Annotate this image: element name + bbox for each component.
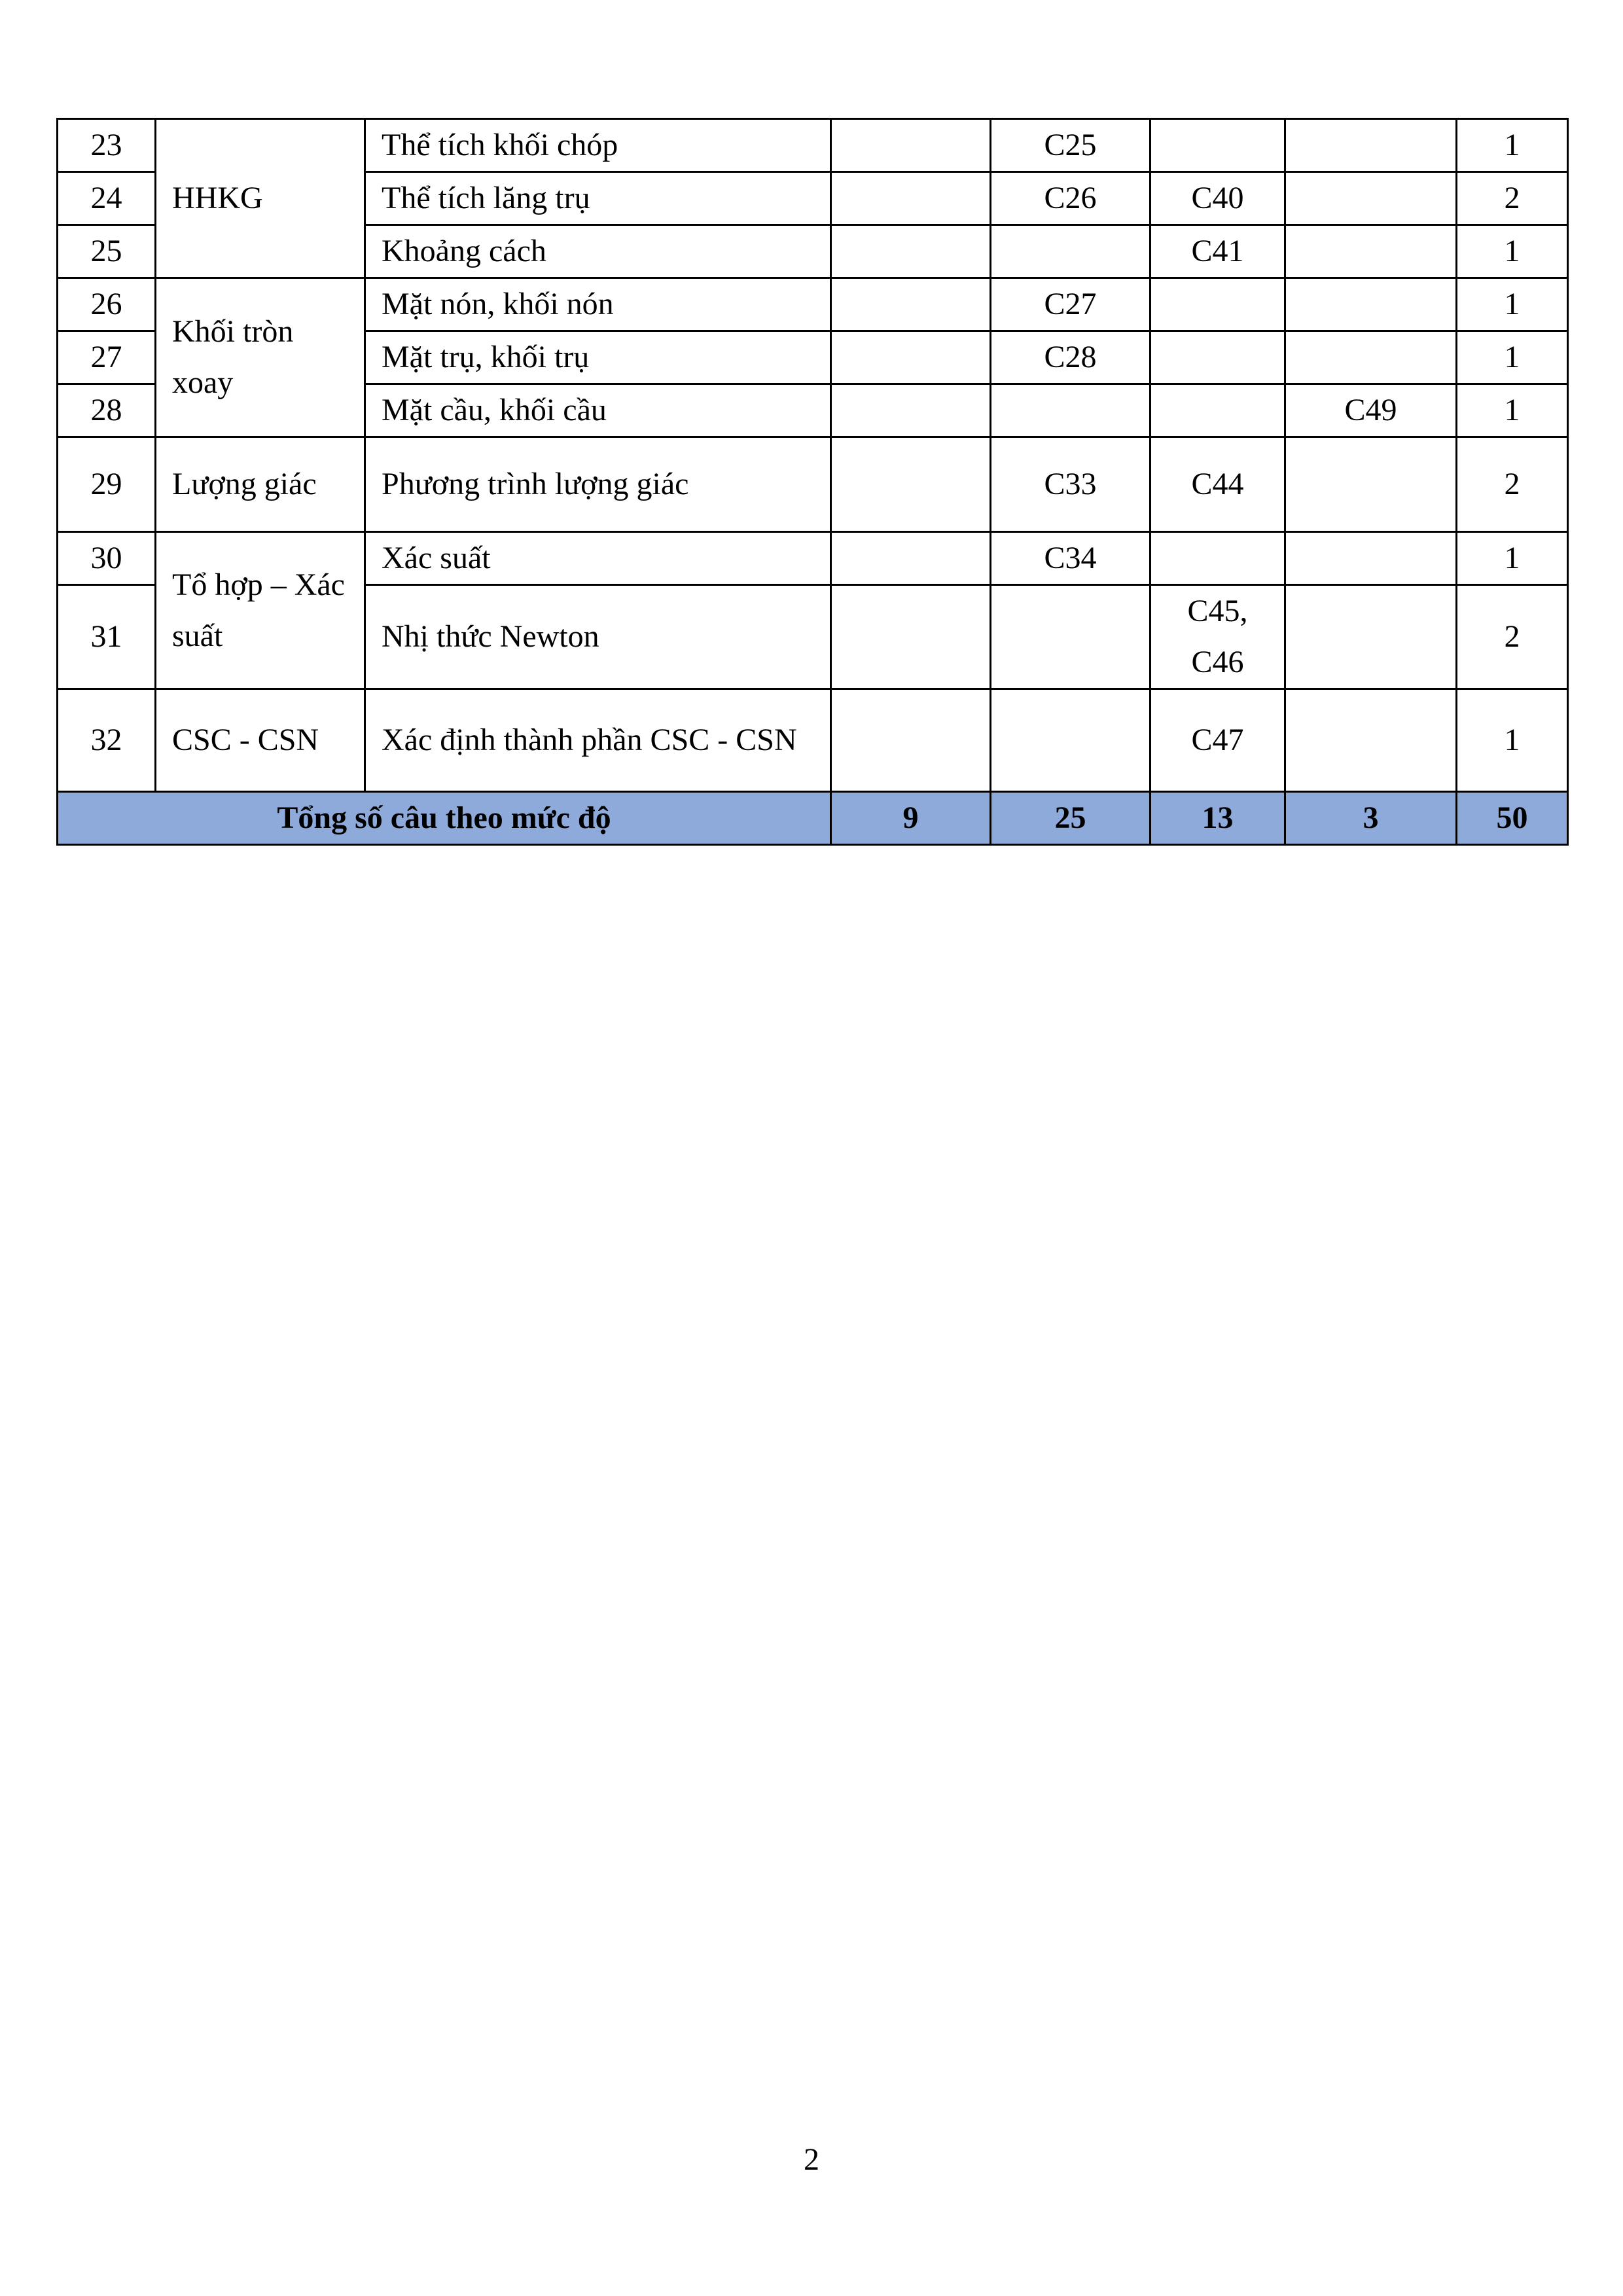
level3-cell: C40	[1150, 172, 1285, 225]
level4-cell	[1285, 225, 1457, 278]
summary-row	[58, 792, 1568, 845]
topic-cell: Mặt nón, khối nón	[365, 278, 831, 331]
level4-cell	[1285, 172, 1457, 225]
total-cell: 2	[1457, 172, 1568, 225]
level2-cell: C34	[991, 532, 1150, 585]
level4-cell	[1285, 689, 1457, 792]
level3-cell: C45, C46	[1150, 585, 1285, 689]
level3-cell: C41	[1150, 225, 1285, 278]
row-number: 30	[58, 532, 156, 585]
total-cell: 1	[1457, 331, 1568, 384]
topic-cell: Thể tích lăng trụ	[365, 172, 831, 225]
topic-cell: Xác suất	[365, 532, 831, 585]
level3-cell	[1150, 278, 1285, 331]
row-number: 29	[58, 437, 156, 532]
total-cell: 1	[1457, 119, 1568, 172]
topic-cell: Khoảng cách	[365, 225, 831, 278]
level1-cell	[831, 585, 991, 689]
row-number: 31	[58, 585, 156, 689]
level1-cell	[831, 278, 991, 331]
level2-cell	[991, 585, 1150, 689]
row-number: 25	[58, 225, 156, 278]
level4-cell	[1285, 532, 1457, 585]
row-number: 23	[58, 119, 156, 172]
category-cell: Khối tròn xoay	[156, 278, 365, 437]
level2-cell: C26	[991, 172, 1150, 225]
level2-cell: C27	[991, 278, 1150, 331]
topic-cell: Nhị thức Newton	[365, 585, 831, 689]
level2-cell	[991, 225, 1150, 278]
row-number: 28	[58, 384, 156, 437]
topic-cell: Phương trình lượng giác	[365, 437, 831, 532]
category-cell: HHKG	[156, 119, 365, 278]
level3-cell: C44	[1150, 437, 1285, 532]
level1-cell	[831, 532, 991, 585]
level1-cell	[831, 384, 991, 437]
summary-total: 50	[1457, 792, 1568, 845]
summary-level1: 9	[831, 792, 991, 845]
row-number: 27	[58, 331, 156, 384]
total-cell: 2	[1457, 437, 1568, 532]
level2-cell: C33	[991, 437, 1150, 532]
level2-cell	[991, 689, 1150, 792]
total-cell: 1	[1457, 689, 1568, 792]
row-number: 32	[58, 689, 156, 792]
table-row	[58, 278, 1568, 331]
level1-cell	[831, 689, 991, 792]
level3-cell: C47	[1150, 689, 1285, 792]
row-number: 24	[58, 172, 156, 225]
level4-cell	[1285, 331, 1457, 384]
level1-cell	[831, 172, 991, 225]
question-matrix-table	[56, 118, 1569, 846]
level4-cell	[1285, 437, 1457, 532]
page-number: 2	[804, 2142, 819, 2177]
topic-cell: Xác định thành phần CSC - CSN	[365, 689, 831, 792]
table-row	[58, 119, 1568, 172]
total-cell: 1	[1457, 532, 1568, 585]
level3-cell	[1150, 532, 1285, 585]
level4-cell: C49	[1285, 384, 1457, 437]
table-row	[58, 689, 1568, 792]
level2-cell: C25	[991, 119, 1150, 172]
topic-cell: Thể tích khối chóp	[365, 119, 831, 172]
level4-cell	[1285, 585, 1457, 689]
level4-cell	[1285, 119, 1457, 172]
level3-cell	[1150, 331, 1285, 384]
topic-cell: Mặt cầu, khối cầu	[365, 384, 831, 437]
category-cell: CSC - CSN	[156, 689, 365, 792]
summary-level2: 25	[991, 792, 1150, 845]
category-cell: Lượng giác	[156, 437, 365, 532]
total-cell: 1	[1457, 278, 1568, 331]
level2-cell: C28	[991, 331, 1150, 384]
category-cell: Tổ hợp – Xác suất	[156, 532, 365, 689]
level3-cell	[1150, 384, 1285, 437]
total-cell: 2	[1457, 585, 1568, 689]
total-cell: 1	[1457, 225, 1568, 278]
table-row	[58, 437, 1568, 532]
summary-label: Tổng số câu theo mức độ	[58, 792, 831, 845]
summary-level4: 3	[1285, 792, 1457, 845]
level1-cell	[831, 331, 991, 384]
table-row	[58, 532, 1568, 585]
summary-level3: 13	[1150, 792, 1285, 845]
topic-cell: Mặt trụ, khối trụ	[365, 331, 831, 384]
row-number: 26	[58, 278, 156, 331]
level2-cell	[991, 384, 1150, 437]
level1-cell	[831, 437, 991, 532]
level4-cell	[1285, 278, 1457, 331]
total-cell: 1	[1457, 384, 1568, 437]
level3-cell	[1150, 119, 1285, 172]
level1-cell	[831, 225, 991, 278]
level1-cell	[831, 119, 991, 172]
